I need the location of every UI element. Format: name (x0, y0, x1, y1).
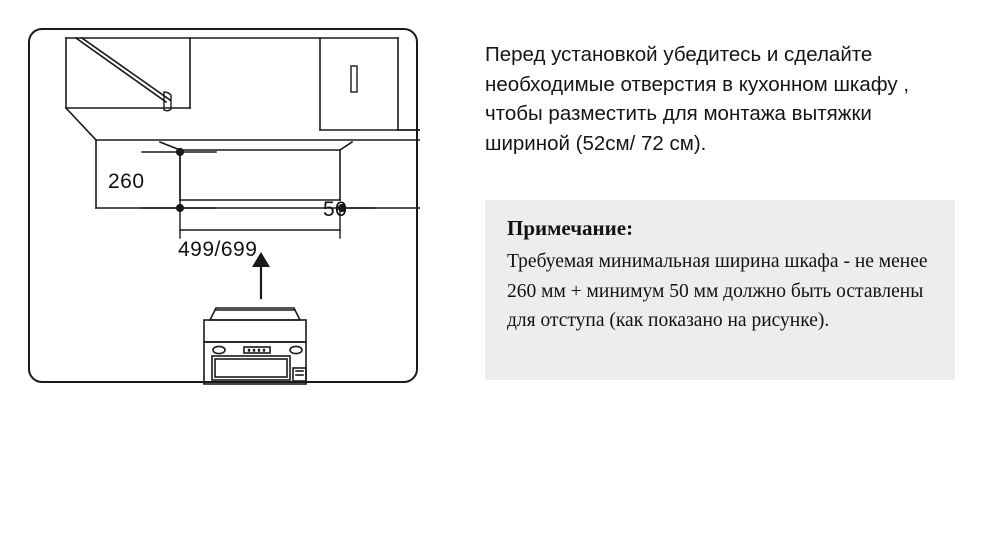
diagram-panel (28, 28, 418, 383)
cutout-opening (160, 142, 352, 200)
dimension-label-width: 499/699 (178, 238, 258, 261)
note-title: Примечание: (507, 216, 634, 240)
note-body: Требуемая минимальная ширина шкафа - не менее 260 мм + минимум 50 мм должно быть оставлены для отступа (как показано на рисунке). (507, 251, 928, 332)
instructions-block (485, 40, 955, 159)
cabinet-outline (66, 38, 398, 130)
dimension-260 (142, 149, 216, 212)
note-box (485, 200, 955, 380)
dimension-width (180, 208, 340, 238)
intro-paragraph: Перед установкой убедитесь и сделайте необходимые отверстия в кухонном шкафу , чтобы разместить для монтажа вытяжки шириной (52см/ 72 см). (485, 43, 910, 156)
dimension-label-260: 260 (108, 170, 145, 193)
installation-diagram (30, 30, 420, 385)
range-hood-unit (204, 308, 306, 384)
dimension-label-50: 50 (323, 198, 348, 221)
